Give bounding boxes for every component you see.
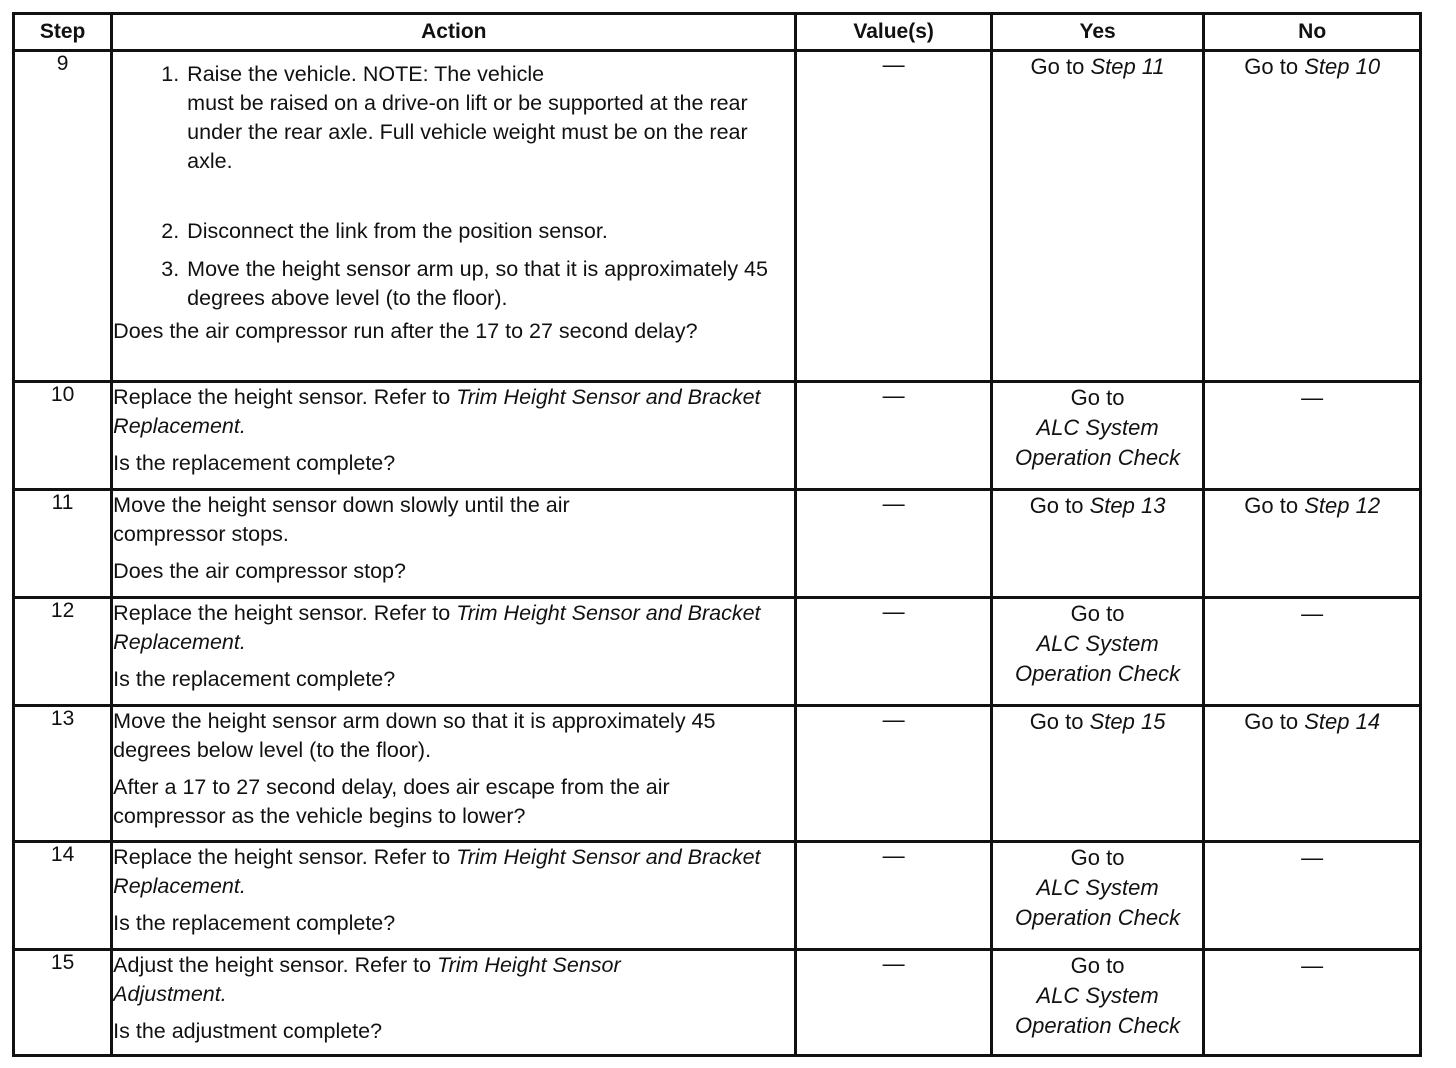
action-text-plain: Replace the height sensor. Refer to [113,601,451,625]
item-number: 2. [161,219,180,243]
item-text [187,60,794,176]
yes-cell [991,490,1204,598]
value-cell: — [796,706,991,842]
no-cell: — [1204,382,1421,490]
diagnostic-table [12,12,1422,1057]
header-action: Action [112,14,796,51]
step-number: 14 [14,842,112,950]
step-number: 11 [14,490,112,598]
yes-step-link: Step 13 [1089,493,1166,518]
item-text: Disconnect the link from the position sensor. [187,219,608,243]
action-item-3 [113,255,794,313]
yes-line-2: ALC System [1036,631,1159,656]
action-text [113,843,794,901]
action-reference: Trim Height Sensor Adjustment. [113,953,621,1006]
header-yes: Yes [991,14,1204,51]
yes-cell [991,842,1204,950]
header-step: Step [14,14,112,51]
yes-line-1: Go to [1070,953,1125,978]
yes-prefix: Go to [1029,709,1084,734]
action-question: Does the air compressor run after the 17 to 27 second delay? [113,319,698,343]
action-text [113,383,794,441]
action-cell [112,706,796,842]
no-prefix: Go to [1244,709,1299,734]
no-cell: — [1204,842,1421,950]
action-cell [112,842,796,950]
no-step-link: Step 10 [1304,54,1381,79]
table-row-step-13 [14,706,1421,842]
no-prefix: Go to [1244,54,1299,79]
table-row-step-10 [14,382,1421,490]
action-question: Does the air compressor stop? [113,559,406,583]
no-prefix: Go to [1244,493,1299,518]
action-cell [112,490,796,598]
action-cell [112,51,796,382]
table-row-step-9 [14,51,1421,382]
no-cell: — [1204,598,1421,706]
value-cell: — [796,490,991,598]
step-number: 12 [14,598,112,706]
action-text: Move the height sensor down slowly until the air compressor stops. [113,493,570,546]
step-number: 9 [14,51,112,382]
header-values: Value(s) [796,14,991,51]
action-text-plain: Adjust the height sensor. Refer to [113,953,432,977]
item-text-line1: Raise the vehicle. NOTE: The vehicle [187,62,545,86]
no-step-link: Step 14 [1304,709,1381,734]
yes-line-3: Operation Check [1015,905,1181,930]
yes-line-1: Go to [1070,385,1125,410]
no-cell [1204,706,1421,842]
action-item-1 [113,60,794,176]
yes-cell [991,598,1204,706]
value-cell: — [796,598,991,706]
yes-step-link: Step 15 [1089,709,1166,734]
item-number: 1. [161,62,180,86]
action-reference: Trim Height Sensor and Bracket Replacement. [113,845,761,898]
action-question: Is the adjustment complete? [113,1019,383,1043]
yes-line-3: Operation Check [1015,1013,1181,1038]
step-number: 15 [14,950,112,1056]
header-row [14,14,1421,51]
step-number: 10 [14,382,112,490]
action-text: Move the height sensor arm down so that it is approximately 45 degrees below level (to the floor). [113,709,716,762]
yes-line-2: ALC System [1036,875,1159,900]
yes-line-2: ALC System [1036,415,1159,440]
item-text: Move the height sensor arm up, so that it is approximately 45 degrees above level (to the floor). [187,257,768,310]
action-text [113,599,794,657]
table-row-step-14 [14,842,1421,950]
action-reference: Trim Height Sensor and Bracket Replacement. [113,601,761,654]
action-question: After a 17 to 27 second delay, does air escape from the air compressor as the vehicle begins to lower? [113,775,670,828]
value-cell: — [796,51,991,382]
action-reference: Trim Height Sensor and Bracket Replacement. [113,385,761,438]
item-number: 3. [161,257,180,281]
no-cell [1204,490,1421,598]
yes-line-1: Go to [1070,601,1125,626]
action-cell [112,950,796,1056]
table-row-step-15 [14,950,1421,1056]
no-step-link: Step 12 [1304,493,1381,518]
yes-cell [991,706,1204,842]
header-no: No [1204,14,1421,51]
yes-cell [991,950,1204,1056]
value-cell: — [796,382,991,490]
yes-prefix: Go to [1029,493,1084,518]
table-row-step-12 [14,598,1421,706]
no-cell: — [1204,950,1421,1056]
action-cell [112,598,796,706]
yes-prefix: Go to [1030,54,1085,79]
value-cell: — [796,842,991,950]
step-number: 13 [14,706,112,842]
table-row-step-11 [14,490,1421,598]
action-text-plain: Replace the height sensor. Refer to [113,845,451,869]
yes-line-3: Operation Check [1015,445,1181,470]
action-item-2 [113,217,794,246]
value-cell: — [796,950,991,1056]
action-cell [112,382,796,490]
action-text [113,951,794,1009]
yes-cell [991,382,1204,490]
action-question: Is the replacement complete? [113,451,396,475]
yes-line-1: Go to [1070,845,1125,870]
action-question: Is the replacement complete? [113,667,396,691]
no-cell [1204,51,1421,382]
item-text-rest: must be raised on a drive-on lift or be supported at the rear under the rear axle. Full vehicle weight must be on the rear axle. [187,91,748,173]
action-question: Is the replacement complete? [113,911,396,935]
yes-line-2: ALC System [1036,983,1159,1008]
yes-line-3: Operation Check [1015,661,1181,686]
yes-step-link: Step 11 [1090,54,1165,79]
yes-cell [991,51,1204,382]
action-text-plain: Replace the height sensor. Refer to [113,385,451,409]
